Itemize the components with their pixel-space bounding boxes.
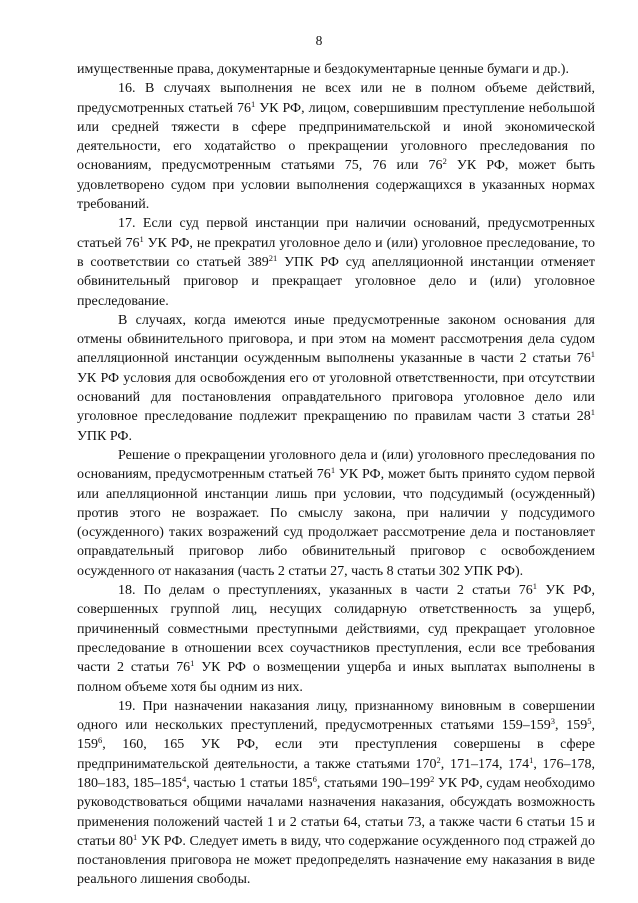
text-run: УК РФ о возмещении ущерба и иных выплатах выполнены в полном объеме хотя бы одним из них. [77,660,595,695]
text-run: 19. При назначении наказания лицу, признанному виновным в совершении одного или нескольких преступлений, предусмотренных статьями 159–159 [77,698,595,734]
text-run: УК РФ, не прекратил уголовное дело и (или) уголовное преследование, то в соответствии со статьей 389 [77,235,595,270]
superscript: 2 [436,754,441,765]
text-run: 18. По делам о преступлениях, указанных в части 2 статьи 76 [118,583,533,599]
superscript: 1 [590,349,595,360]
text-run: , 159 [555,718,588,734]
text-run: УПК РФ суд апелляционной инстанции отменяет обвинительный приговор и прекращает уголовное дело и (или) уголовное преследование. [77,254,595,309]
superscript: 3 [550,716,556,727]
document-body [77,60,595,890]
text-run: УК РФ, судам необходимо руководствоваться общими началами назначения наказания, обсуждать возможность применения положений частей 1 и 2 статьи 64, статьи 73, а также части 6 статьи 15 и статьи 80 [77,775,596,849]
paragraph [77,79,595,214]
page-number: 8 [315,33,323,48]
text-run: УК РФ, совершенных группой лиц, несущих солидарную ответственность за ущерб, причиненный совместными преступными действиями, суд прекращает уголовное преследование в отношении всех соучастников преступления, если все требования части 2 статьи 76 [77,583,596,676]
text-run: УК РФ, может быть принято судом первой или апелляционной инстанции лишь при условии, что подсудимый (осужденный) против этого не возражает. По смыслу закона, при наличии у подсудимого (осужденного) таких возражений суд продолжает рассмотрение дела и постановляет оправдательный приговор либо обвинительный приговор с освобождением осужденного от наказания (часть 2 статьи 27, часть 8 статьи 302 УПК РФ). [77,467,595,579]
text-run: , 176–178, 180–183, 185–185 [77,756,595,791]
text-run: Решение о прекращении уголовного дела и (или) уголовного преследования по основаниям, предусмотренным статьей 76 [77,447,595,483]
paragraph [77,446,595,581]
superscript: 1 [529,754,534,765]
superscript: 1 [532,581,538,592]
text-run: , 160, 165 УК РФ, если эти преступления совершены в сфере предпринимательской деятельности, а также статьями 170 [77,737,595,772]
text-run: УПК РФ. [77,428,132,444]
paragraph [77,697,595,890]
text-run: УК РФ условия для освобождения его от уголовной ответственности, при отсутствии оснований для постановления оправдательного приговора уголовное дело или уголовное преследование подлежит прекращению по правилам части 3 статьи 28 [77,370,595,425]
text-run: , частью 1 статьи 185 [186,775,313,791]
paragraph [77,581,595,697]
text-run: УК РФ. Следует иметь в виду, что содержание осужденного под стражей до постановления приговора не может предопределять назначение ему наказания в виде реального лишения свободы. [77,833,595,888]
superscript: 1 [190,658,195,669]
text-run: 17. Если суд первой инстанции при наличии оснований, предусмотренных статьей 76 [77,216,595,251]
paragraph [77,311,595,446]
superscript: 2 [430,773,435,784]
superscript: 1 [250,98,256,109]
superscript: 2 [442,156,447,167]
superscript: 1 [133,831,138,842]
text-run: УК РФ, лицом, совершившим преступление небольшой или средней тяжести в сфере предпринимательской и иной экономической деятельности, его ходатайство о прекращении уголовного преследования по основаниям, предусмотренным статьями 75, 76 или 76 [77,100,595,174]
superscript: 1 [139,233,144,244]
text-run: , статьями 190–199 [316,775,431,791]
text-run: , 159 [77,718,595,753]
paragraph [77,214,595,310]
text-run: , 171–174, 174 [440,756,530,772]
superscript: 21 [268,252,278,263]
superscript: 6 [98,735,103,746]
superscript: 1 [590,407,595,418]
superscript: 4 [182,773,187,784]
superscript: 6 [312,773,317,784]
superscript: 1 [330,465,336,476]
superscript: 5 [587,716,592,727]
text-run: В случаях, когда имеются иные предусмотренные законом основания для отмены обвинительного приговора, и при этом на момент рассмотрения дела судом апелляционной инстанции осужденным выполнены указанные в части 2 статьи 76 [77,312,595,367]
text-run: имущественные права, документарные и бездокументарные ценные бумаги и др.). [77,62,569,77]
text-run: 16. В случаях выполнения не всех или не в полном объеме действий, предусмотренных статьей 76 [77,81,595,116]
paragraph [77,60,595,79]
text-run: УК РФ, может быть удовлетворено судом при условии выполнения содержащихся в указанных нормах требований. [77,158,595,213]
